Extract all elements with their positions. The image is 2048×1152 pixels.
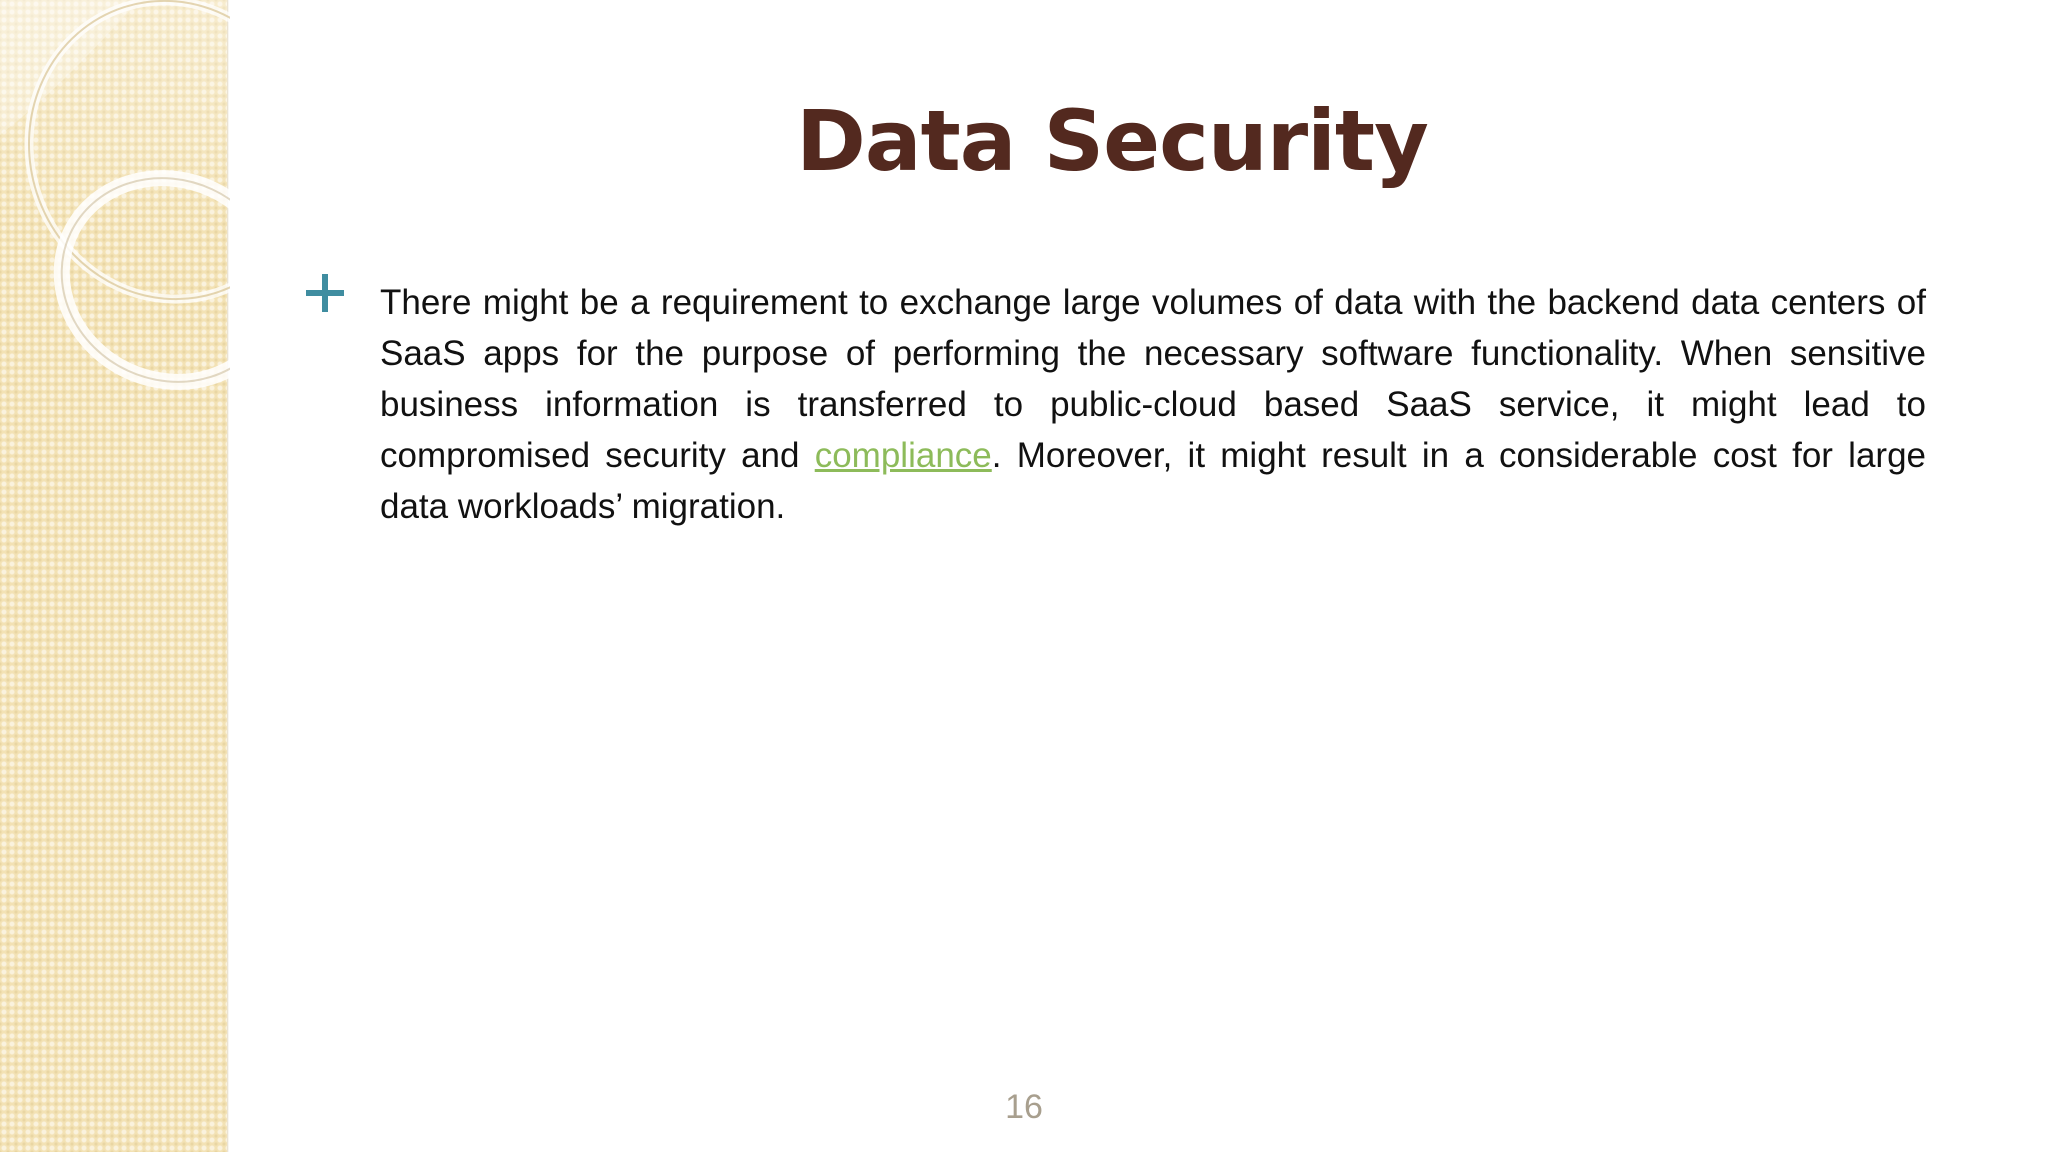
compliance-link[interactable]: compliance — [814, 436, 992, 475]
plus-icon — [302, 270, 348, 316]
decorative-swirl — [0, 0, 230, 400]
page-number: 16 — [1005, 1088, 1043, 1126]
paragraph-text-start: There might be a requirement to exchange large volumes of data with the backend data centers of SaaS apps for the purpose of performing the necessary software functionality. When sensitive business information is transferred to public-cloud based SaaS service, it might lead to compromised security and — [380, 283, 1926, 475]
bullet-paragraph — [380, 277, 1926, 532]
slide-title: Data Security — [796, 92, 1428, 190]
paragraph-text-end: . Moreover, it might result in a considerable cost for large data workloads’ migration. — [380, 436, 1926, 526]
